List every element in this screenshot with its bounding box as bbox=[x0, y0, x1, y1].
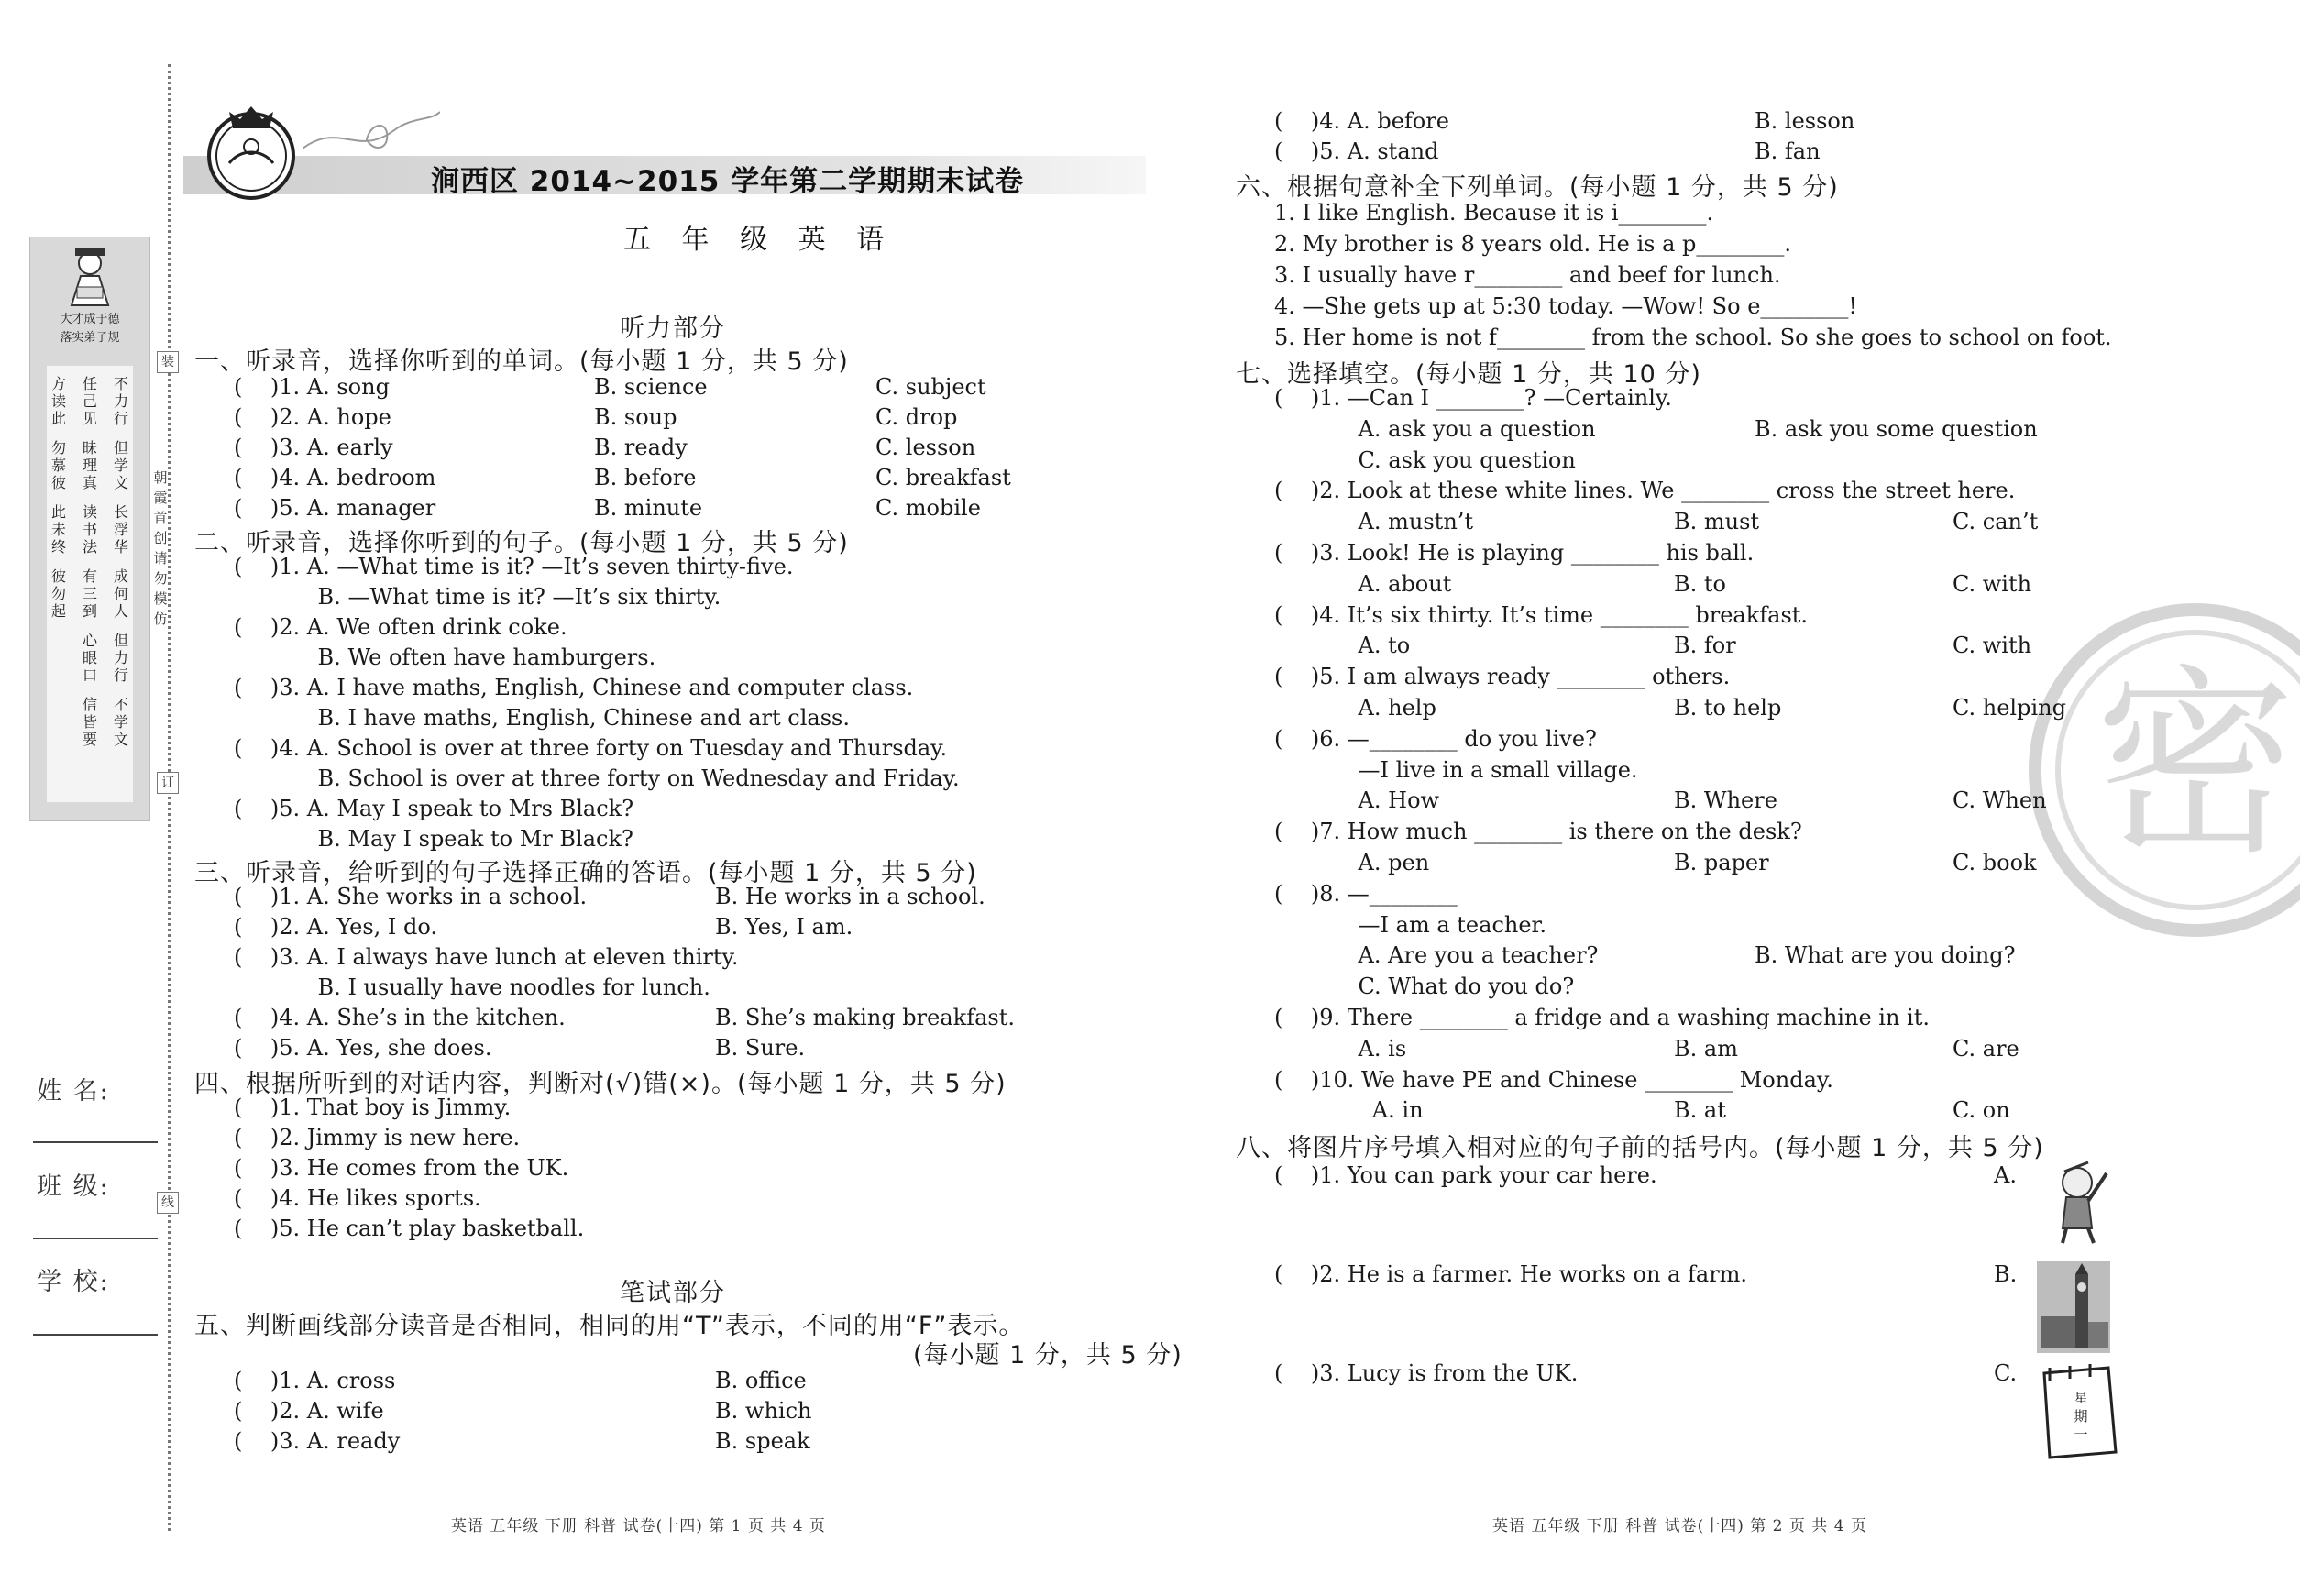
s1-q5-c: C. mobile bbox=[875, 495, 981, 521]
section-2-head: 二、听录音，选择你听到的句子。(每小题 1 分，共 5 分) bbox=[194, 529, 849, 557]
s3-q1-a: ( )1. A. She works in a school. bbox=[234, 884, 588, 909]
s2-line-6: B. I have maths, English, Chinese and art class. bbox=[234, 705, 850, 731]
s5-q1-a: ( )1. A. cross bbox=[234, 1368, 396, 1393]
s3-q4-b: B. She’s making breakfast. bbox=[715, 1005, 1015, 1030]
s7-row-14-col-2: B. Where bbox=[1674, 787, 1777, 814]
binding-strip bbox=[0, 0, 174, 1596]
s3-q4-a: ( )4. A. She’s in the kitchen. bbox=[234, 1005, 566, 1030]
motto-col-5: 昧理真 bbox=[82, 439, 97, 491]
scholar-illustration bbox=[62, 245, 117, 311]
motto-col-14: 心眼口 bbox=[82, 632, 97, 684]
s1-q3-a: ( )3. A. early bbox=[234, 435, 393, 460]
s7-row-12-col-1: ( )6. —________ do you live? bbox=[1274, 725, 1597, 752]
s7-row-7-col-1: A. about bbox=[1274, 570, 1452, 597]
section-3-head: 三、听录音，给听到的句子选择正确的答语。(每小题 1 分，共 5 分) bbox=[194, 859, 977, 887]
s8-pic-a-label: A. bbox=[1994, 1162, 2017, 1188]
class-line[interactable] bbox=[33, 1238, 158, 1239]
s7-row-11-col-1: A. help bbox=[1274, 695, 1436, 721]
s7-row-9-col-3: C. with bbox=[1953, 633, 2032, 659]
s3-q2-b: B. Yes, I am. bbox=[715, 914, 853, 940]
s1-q2-a: ( )2. A. hope bbox=[234, 404, 391, 430]
motto-title-line-1: 大才成于德 bbox=[60, 313, 120, 326]
s7-row-16-col-3: C. book bbox=[1953, 850, 2037, 875]
s7-row-23-col-1: ( )10. We have PE and Chinese ________ Monday. bbox=[1274, 1066, 1833, 1093]
s7-row-20-col-1: C. What do you do? bbox=[1274, 974, 1575, 1000]
s2-line-3: ( )2. A. We often drink coke. bbox=[234, 614, 567, 640]
s8-q3: ( )3. Lucy is from the UK. bbox=[1274, 1360, 1579, 1386]
s7-row-5-col-3: C. can’t bbox=[1953, 509, 2039, 535]
s5-q5-b: B. fan bbox=[1755, 138, 1821, 164]
picture-b-big-ben bbox=[2037, 1261, 2110, 1353]
s7-row-10-col-1: ( )5. I am always ready ________ others. bbox=[1274, 664, 1731, 690]
binding-mark-1: 装 bbox=[157, 351, 179, 373]
motto-col-17: 信皆要 bbox=[82, 696, 97, 748]
s7-row-3-col-1: C. ask you question bbox=[1274, 446, 1576, 473]
s4-q1: ( )1. That boy is Jimmy. bbox=[234, 1095, 512, 1120]
binding-mark-2: 订 bbox=[157, 772, 179, 794]
s8-pic-c-label: C. bbox=[1994, 1360, 2018, 1386]
s2-line-1: ( )1. A. —What time is it? —It’s seven thirty-five. bbox=[234, 554, 794, 579]
s7-row-14-col-3: C. When bbox=[1953, 787, 2047, 814]
s5-q5-a: ( )5. A. stand bbox=[1274, 138, 1439, 164]
left-page-footer: 英语 五年级 下册 科普 试卷(十四) 第 1 页 共 4 页 bbox=[451, 1517, 826, 1535]
s4-q2: ( )2. Jimmy is new here. bbox=[234, 1125, 521, 1150]
right-page-footer: 英语 五年级 下册 科普 试卷(十四) 第 2 页 共 4 页 bbox=[1492, 1517, 1867, 1535]
exam-title: 涧西区 2014~2015 学年第二学期期末试卷 bbox=[431, 165, 1025, 198]
s5-q2-a: ( )2. A. wife bbox=[234, 1398, 384, 1424]
s1-q5-b: B. minute bbox=[594, 495, 703, 521]
motto-col-10: 彼勿起 bbox=[50, 567, 66, 620]
s7-row-22-col-3: C. are bbox=[1953, 1035, 2019, 1062]
name-label: 姓 名: bbox=[37, 1077, 110, 1106]
s5-q4-b: B. lesson bbox=[1755, 108, 1855, 134]
s3-q5-b: B. Sure. bbox=[715, 1035, 806, 1061]
writing-title: 笔试部分 bbox=[620, 1279, 726, 1307]
s4-q4: ( )4. He likes sports. bbox=[234, 1185, 481, 1211]
s6-q1: 1. I like English. Because it is i________. bbox=[1274, 200, 1714, 226]
s1-q3-c: C. lesson bbox=[875, 435, 976, 460]
section-8-head: 八、将图片序号填入相对应的句子前的括号内。(每小题 1 分，共 5 分) bbox=[1236, 1134, 2044, 1162]
s7-row-11-col-2: B. to help bbox=[1674, 695, 1782, 721]
name-line[interactable] bbox=[33, 1141, 158, 1143]
s7-row-11-col-3: C. helping bbox=[1953, 695, 2066, 721]
s2-line-7: ( )4. A. School is over at three forty on Tuesday and Thursday. bbox=[234, 735, 948, 761]
s7-row-24-col-1: A. in bbox=[1274, 1097, 1424, 1124]
s2-line-4: B. We often have hamburgers. bbox=[234, 644, 656, 670]
s7-row-24-col-3: C. on bbox=[1953, 1097, 2010, 1124]
s7-row-22-col-1: A. is bbox=[1274, 1035, 1407, 1062]
motto-col-9: 长浮华 bbox=[113, 503, 128, 556]
s6-q2: 2. My brother is 8 years old. He is a p________. bbox=[1274, 231, 1792, 257]
s4-q5: ( )5. He can’t play basketball. bbox=[234, 1216, 585, 1241]
s3-q3-b: B. I usually have noodles for lunch. bbox=[234, 974, 710, 1000]
motto-col-3: 不力行 bbox=[113, 375, 128, 427]
s6-q5: 5. Her home is not f________ from the school. So she goes to school on foot. bbox=[1274, 325, 2112, 350]
s7-row-24-col-2: B. at bbox=[1674, 1097, 1726, 1124]
s7-row-16-col-2: B. paper bbox=[1674, 850, 1769, 875]
s7-row-17-col-1: ( )8. —________ bbox=[1274, 880, 1458, 907]
calendar-text-1: 星 bbox=[2074, 1390, 2088, 1406]
school-label: 学 校: bbox=[37, 1268, 110, 1296]
s7-row-13-col-1: —I live in a small village. bbox=[1274, 756, 1638, 783]
s6-q3: 3. I usually have r________ and beef for lunch. bbox=[1274, 262, 1781, 288]
s7-row-19-col-3: B. What are you doing? bbox=[1755, 942, 2016, 969]
school-line[interactable] bbox=[33, 1334, 158, 1336]
motto-col-18: 不学文 bbox=[113, 696, 128, 748]
s7-row-4-col-1: ( )2. Look at these white lines. We ________ cross the street here. bbox=[1274, 478, 2016, 504]
s7-row-5-col-2: B. must bbox=[1674, 509, 1760, 535]
motto-col-15: 但力行 bbox=[113, 632, 128, 684]
stamp-char: 密 bbox=[2094, 647, 2297, 882]
s1-q4-a: ( )4. A. bedroom bbox=[234, 465, 436, 490]
s7-row-7-col-3: C. with bbox=[1953, 570, 2032, 597]
s7-row-5-col-1: A. mustn’t bbox=[1274, 509, 1474, 535]
picture-a-boy bbox=[2037, 1155, 2119, 1247]
motto-col-1: 方读此 bbox=[50, 375, 66, 427]
s2-line-5: ( )3. A. I have maths, English, Chinese and computer class. bbox=[234, 675, 914, 700]
publisher-logo bbox=[202, 103, 301, 202]
s1-q5-a: ( )5. A. manager bbox=[234, 495, 436, 521]
s5-q2-b: B. which bbox=[715, 1398, 812, 1424]
calendar-text-2: 期 bbox=[2074, 1408, 2088, 1425]
s8-q2: ( )2. He is a farmer. He works on a farm. bbox=[1274, 1261, 1748, 1287]
section-1-head: 一、听录音，选择你听到的单词。(每小题 1 分，共 5 分) bbox=[194, 347, 849, 376]
binding-dashed-line bbox=[168, 64, 171, 1531]
s7-row-21-col-1: ( )9. There ________ a fridge and a washing machine in it. bbox=[1274, 1005, 1930, 1030]
section-5-score: (每小题 1 分，共 5 分) bbox=[913, 1341, 1183, 1370]
secret-stamp bbox=[2021, 596, 2300, 944]
s7-row-7-col-2: B. to bbox=[1674, 570, 1726, 597]
s7-row-18-col-1: —I am a teacher. bbox=[1274, 911, 1547, 938]
s7-row-9-col-1: A. to bbox=[1274, 633, 1411, 659]
s2-line-10: B. May I speak to Mr Black? bbox=[234, 826, 633, 852]
exam-subtitle: 五 年 级 英 语 bbox=[623, 224, 896, 256]
s2-line-2: B. —What time is it? —It’s six thirty. bbox=[234, 584, 721, 610]
section-6-head: 六、根据句意补全下列单词。(每小题 1 分，共 5 分) bbox=[1236, 173, 1839, 202]
s2-line-8: B. School is over at three forty on Wednesday and Friday. bbox=[234, 765, 960, 791]
motto-col-12: 成何人 bbox=[113, 567, 128, 620]
s7-row-16-col-1: A. pen bbox=[1274, 850, 1430, 875]
s1-q3-b: B. ready bbox=[594, 435, 688, 460]
s7-row-2-col-3: B. ask you some question bbox=[1755, 415, 2038, 442]
calendar-text-3: 一 bbox=[2074, 1426, 2088, 1443]
s5-q3-b: B. speak bbox=[715, 1428, 810, 1454]
motto-text bbox=[47, 366, 133, 802]
s5-q1-b: B. office bbox=[715, 1368, 807, 1393]
s1-q1-a: ( )1. A. song bbox=[234, 374, 390, 400]
s3-q5-a: ( )5. A. Yes, she does. bbox=[234, 1035, 492, 1061]
s1-q2-b: B. soup bbox=[594, 404, 677, 430]
picture-c-calendar bbox=[2033, 1364, 2125, 1460]
motto-col-6: 但学文 bbox=[113, 439, 128, 491]
s2-line-9: ( )5. A. May I speak to Mrs Black? bbox=[234, 796, 634, 821]
s3-q1-b: B. He works in a school. bbox=[715, 884, 985, 909]
s3-q3-a: ( )3. A. I always have lunch at eleven thirty. bbox=[234, 944, 739, 970]
section-5-head: 五、判断画线部分读音是否相同，相同的用“T”表示，不同的用“F”表示。 bbox=[194, 1312, 1025, 1340]
section-4-head: 四、根据所听到的对话内容，判断对(√)错(×)。(每小题 1 分，共 5 分) bbox=[194, 1070, 1007, 1098]
s1-q1-c: C. subject bbox=[875, 374, 986, 400]
s1-q4-c: C. breakfast bbox=[875, 465, 1011, 490]
s5-q4-a: ( )4. A. before bbox=[1274, 108, 1449, 134]
s7-row-8-col-1: ( )4. It’s six thirty. It’s time ________ breakfast. bbox=[1274, 601, 1809, 628]
s6-q4: 4. —She gets up at 5:30 today. —Wow! So e________! bbox=[1274, 293, 1858, 319]
motto-col-7: 此未终 bbox=[50, 503, 66, 556]
copyright-note: 朝霞首创 请勿模仿 bbox=[153, 469, 168, 627]
s7-row-15-col-1: ( )7. How much ________ is there on the desk? bbox=[1274, 819, 1802, 845]
s8-pic-b-label: B. bbox=[1994, 1261, 2018, 1287]
s7-row-2-col-1: A. ask you a question bbox=[1274, 415, 1596, 442]
s1-q1-b: B. science bbox=[594, 374, 708, 400]
binding-mark-3: 线 bbox=[157, 1192, 179, 1214]
motto-title-line-2: 落实弟子规 bbox=[60, 331, 120, 345]
s3-q2-a: ( )2. A. Yes, I do. bbox=[234, 914, 438, 940]
class-label: 班 级: bbox=[37, 1172, 110, 1201]
s7-row-19-col-1: A. Are you a teacher? bbox=[1274, 942, 1599, 969]
s7-row-9-col-2: B. for bbox=[1674, 633, 1736, 659]
motto-col-4: 勿慕彼 bbox=[50, 439, 66, 491]
motto-box bbox=[29, 237, 150, 821]
s7-row-6-col-1: ( )3. Look! He is playing ________ his ball. bbox=[1274, 540, 1755, 566]
s1-q4-b: B. before bbox=[594, 465, 697, 490]
listening-title: 听力部分 bbox=[620, 314, 726, 343]
s7-row-1-col-1: ( )1. —Can I ________? —Certainly. bbox=[1274, 385, 1672, 411]
motto-col-11: 有三到 bbox=[82, 567, 97, 620]
motto-col-2: 任己见 bbox=[82, 375, 97, 427]
s7-row-22-col-2: B. am bbox=[1674, 1035, 1738, 1062]
ribbon-decoration bbox=[303, 103, 440, 167]
motto-col-8: 读书法 bbox=[82, 503, 97, 556]
section-7-head: 七、选择填空。(每小题 1 分，共 10 分) bbox=[1236, 360, 1701, 389]
s5-q3-a: ( )3. A. ready bbox=[234, 1428, 401, 1454]
s8-q1: ( )1. You can park your car here. bbox=[1274, 1162, 1657, 1188]
s4-q3: ( )3. He comes from the UK. bbox=[234, 1155, 569, 1181]
s7-row-14-col-1: A. How bbox=[1274, 787, 1440, 814]
s1-q2-c: C. drop bbox=[875, 404, 958, 430]
